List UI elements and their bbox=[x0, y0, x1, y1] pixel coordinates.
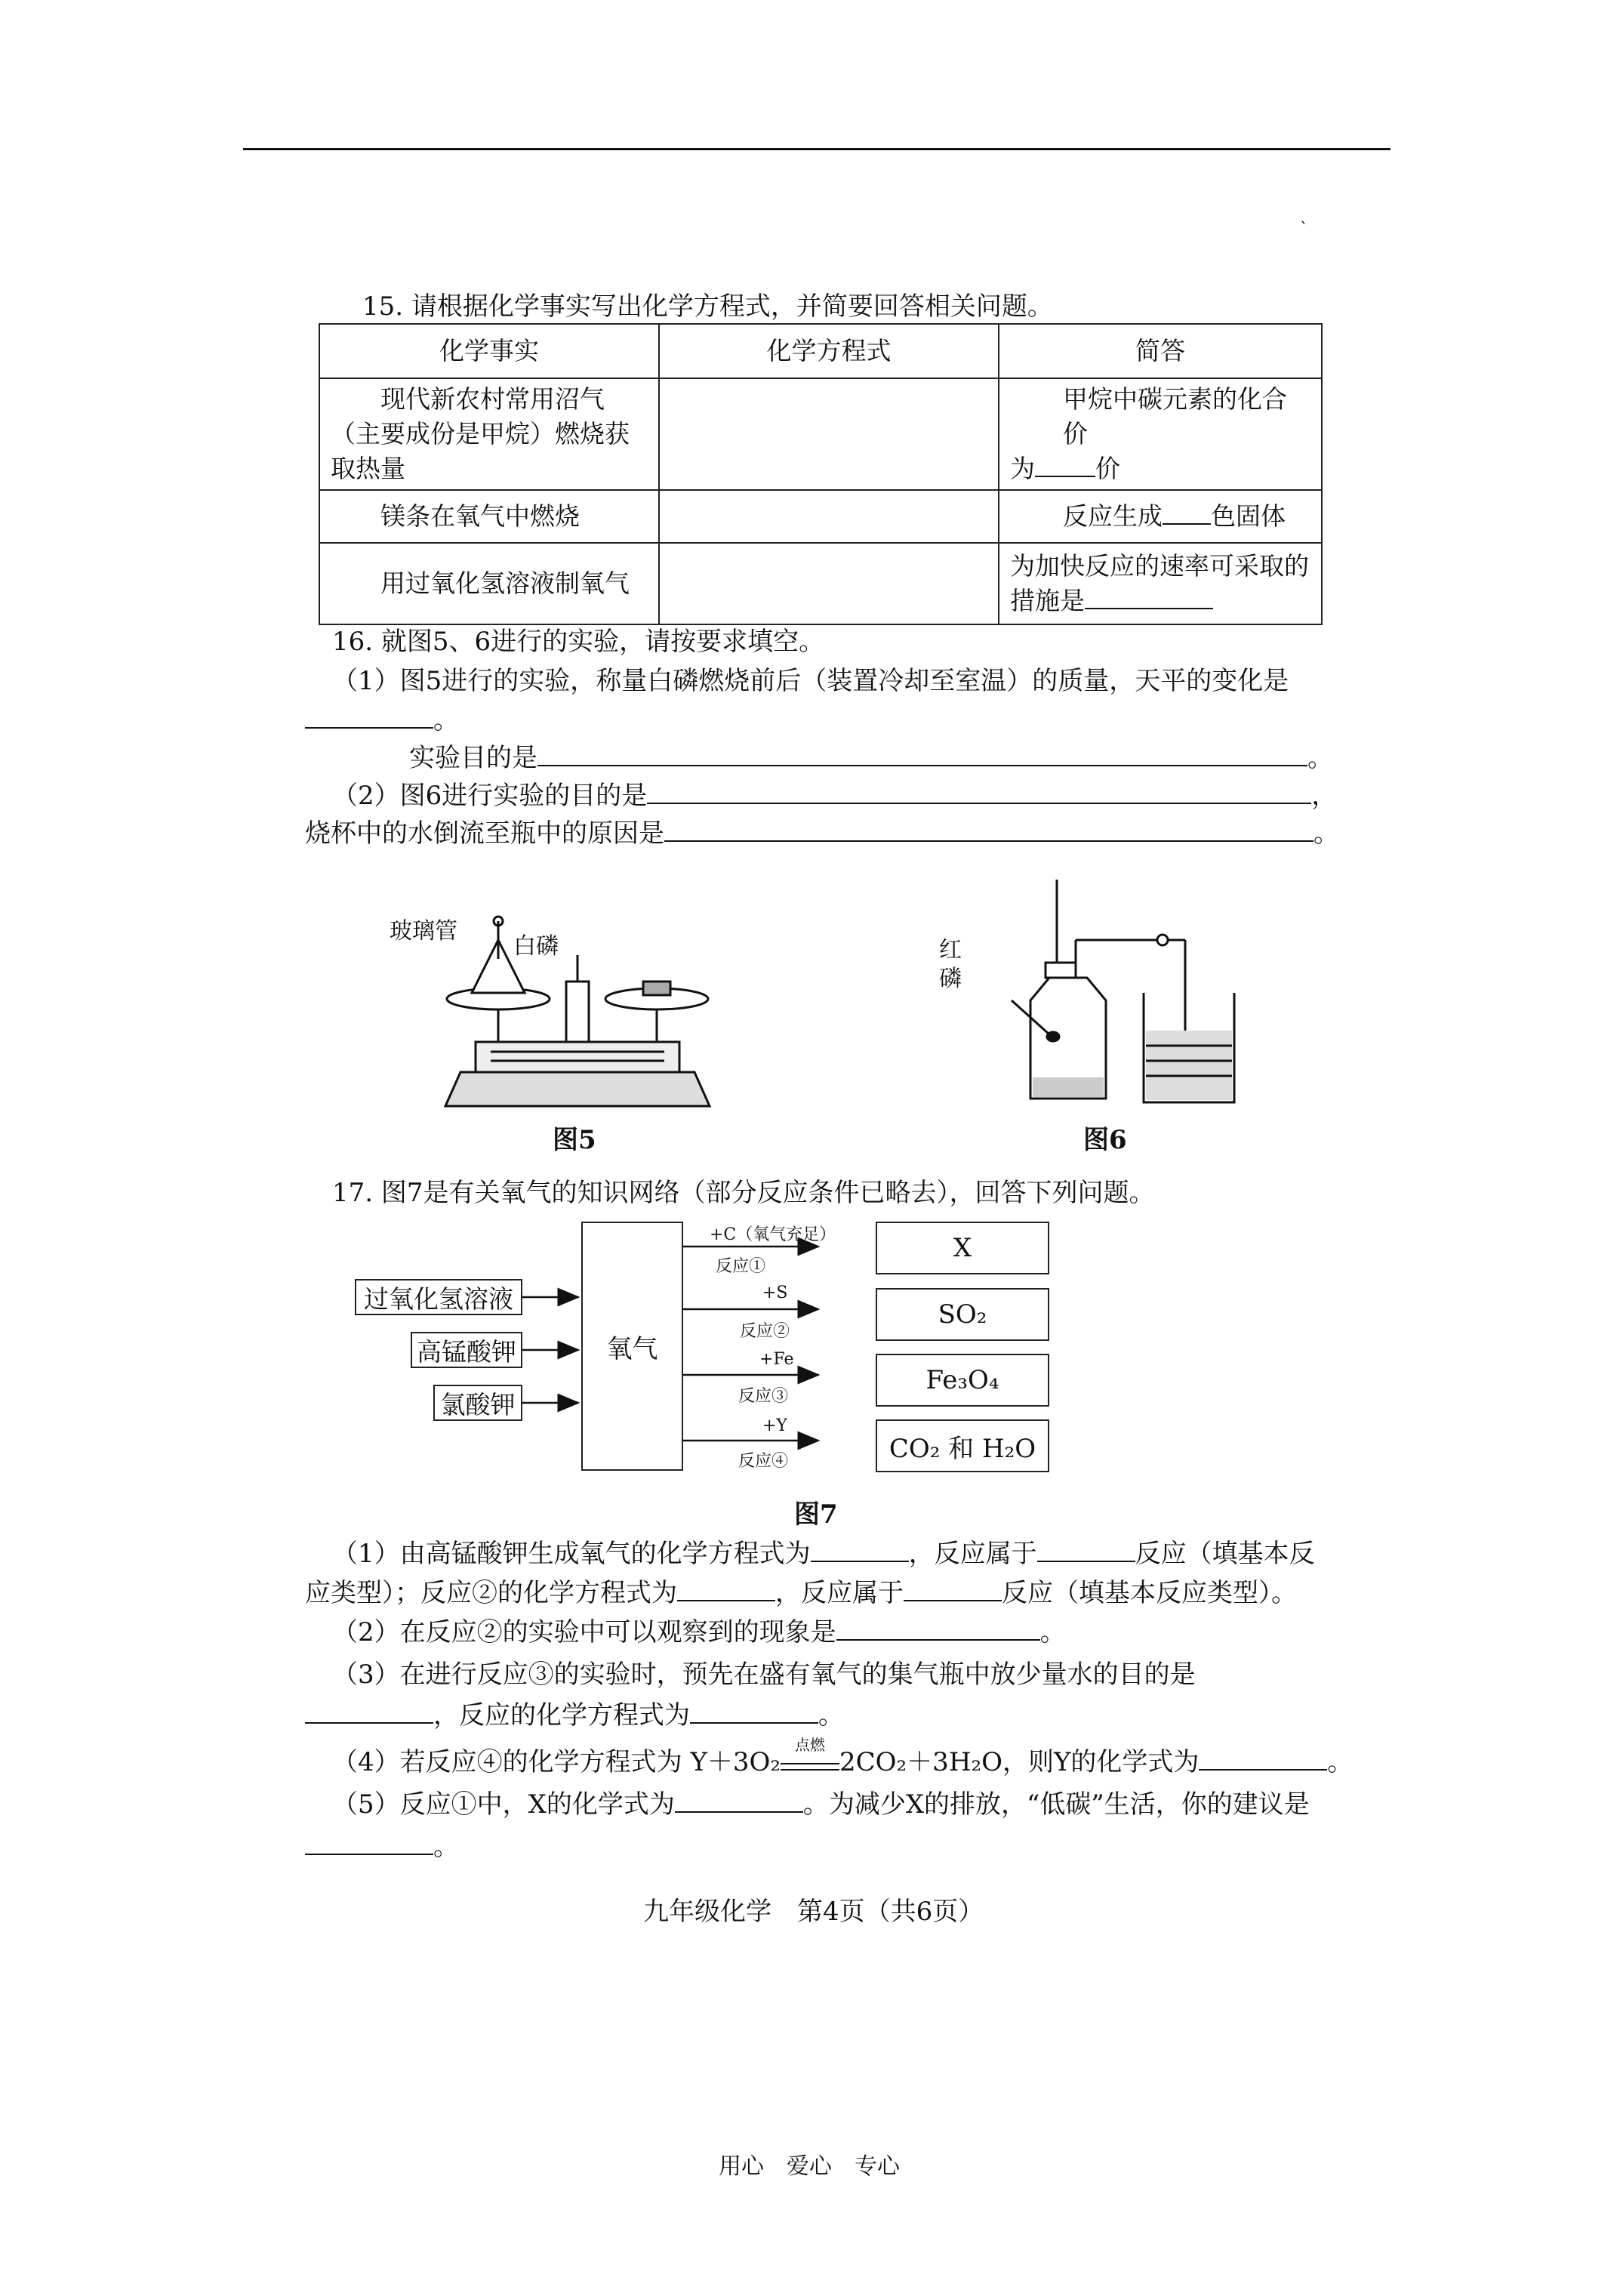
q15-answer-methane bbox=[999, 378, 1322, 490]
q15-fact-peroxide bbox=[319, 543, 659, 624]
q15-row-methane bbox=[319, 378, 1322, 490]
punct: ， bbox=[1311, 781, 1338, 811]
reaction-2-reagent: +S bbox=[762, 1284, 788, 1302]
q15-table bbox=[319, 323, 1323, 625]
source-hydrogen-peroxide: 过氧化氢溶液 bbox=[355, 1279, 522, 1315]
q17-stem: 17. 图7是有关氧气的知识网络（部分反应条件已略去），回答下列问题。 bbox=[332, 1178, 1155, 1208]
reaction-4-reagent: +Y bbox=[762, 1416, 787, 1435]
prompt-text: ，反应属于 bbox=[775, 1578, 904, 1608]
blank-purpose6[interactable] bbox=[647, 780, 1311, 804]
blank-reaction3-equation[interactable] bbox=[690, 1700, 818, 1724]
label-red-phosphorus: 红磷 bbox=[939, 937, 962, 992]
prompt-text: 2CO₂＋3H₂O，则Y的化学式为 bbox=[839, 1747, 1200, 1777]
source-potassium-permanganate: 高锰酸钾 bbox=[411, 1332, 522, 1368]
reaction-2-label: 反应② bbox=[740, 1322, 790, 1341]
answer-text: 为加快反应的速率可采取的 bbox=[1010, 551, 1309, 581]
product-fe3o4: Fe₃O₄ bbox=[876, 1354, 1049, 1407]
figure-7-caption: 图7 bbox=[794, 1499, 838, 1530]
q15-header-fact: 化学事实 bbox=[319, 324, 659, 378]
label-white-phosphorus: 白磷 bbox=[513, 933, 559, 960]
q17-part1-line1 bbox=[332, 1536, 1315, 1572]
q17-part1-line2 bbox=[305, 1575, 1297, 1611]
prompt-text: 实验目的是 bbox=[409, 743, 537, 773]
blank-valence[interactable] bbox=[1035, 453, 1095, 477]
answer-text: 色固体 bbox=[1211, 501, 1286, 531]
answer-text: 价 bbox=[1095, 454, 1120, 483]
q16-stem: 16. 就图5、6进行的实验，请按要求填空。 bbox=[332, 627, 825, 657]
fact-line: 现代新农村常用沼气 bbox=[380, 384, 605, 414]
condition-ignite: 点燃 bbox=[795, 1736, 826, 1754]
q16-part1: （1）图5进行的实验，称量白磷燃烧前后（装置冷却至室温）的质量，天平的变化是 bbox=[332, 666, 1289, 696]
q15-answer-magnesium bbox=[999, 490, 1322, 543]
reaction-4-label: 反应④ bbox=[738, 1452, 789, 1471]
q15-header-row bbox=[319, 324, 1322, 378]
figure-5-caption: 图5 bbox=[553, 1125, 596, 1155]
product-x: X bbox=[876, 1222, 1049, 1274]
answer-text: 措施是 bbox=[1010, 586, 1085, 615]
punct: 。 bbox=[1313, 818, 1339, 849]
reaction-3-label: 反应③ bbox=[738, 1387, 789, 1406]
q15-header-equation: 化学方程式 bbox=[659, 324, 999, 378]
prompt-text: 烧杯中的水倒流至瓶中的原因是 bbox=[305, 818, 664, 849]
q15-fact-methane bbox=[319, 378, 659, 490]
q15-stem: 15. 请根据化学事实写出化学方程式，并简要回答相关问题。 bbox=[362, 291, 1053, 322]
q17-part5 bbox=[332, 1786, 1310, 1823]
punct: 。 bbox=[1039, 1617, 1066, 1647]
q15-row-magnesium bbox=[319, 490, 1322, 543]
fact-line: 用过氧化氢溶液制氧气 bbox=[380, 569, 630, 598]
reaction-1-reagent: +C（氧气充足） bbox=[710, 1225, 836, 1244]
q17-part3-line1: （3）在进行反应③的实验时，预先在盛有氧气的集气瓶中放少量水的目的是 bbox=[332, 1660, 1196, 1690]
balance-illustration bbox=[423, 910, 732, 1114]
prompt-text: （1）由高锰酸钾生成氧气的化学方程式为 bbox=[332, 1539, 811, 1569]
blank-reaction-type-2[interactable] bbox=[904, 1577, 1002, 1601]
stray-mark: ` bbox=[1300, 220, 1308, 239]
prompt-text: （5）反应①中，X的化学式为 bbox=[332, 1789, 675, 1820]
blank-color[interactable] bbox=[1163, 501, 1211, 525]
prompt-text: 应类型）；反应②的化学方程式为 bbox=[305, 1578, 677, 1608]
q16-part1-line2 bbox=[305, 702, 459, 738]
blank-y-formula[interactable] bbox=[1199, 1746, 1327, 1771]
product-so2: SO₂ bbox=[876, 1288, 1049, 1341]
prompt-text: ，反应属于 bbox=[908, 1539, 1037, 1569]
q15-answer-peroxide bbox=[999, 543, 1322, 624]
figure-6-caption: 图6 bbox=[1083, 1125, 1127, 1155]
blank-measure[interactable] bbox=[1085, 585, 1213, 609]
page-footer: 九年级化学 第4页（共6页） bbox=[643, 1897, 984, 1927]
punct: 。 bbox=[1327, 1747, 1354, 1777]
label-glass-tube: 玻璃管 bbox=[390, 918, 457, 945]
figure-5-balance bbox=[423, 910, 732, 1114]
answer-text: 甲烷中碳元素的化合价 bbox=[1063, 384, 1287, 448]
prompt-text: （2）图6进行实验的目的是 bbox=[332, 781, 648, 811]
blank-water-purpose[interactable] bbox=[305, 1700, 433, 1724]
top-rule bbox=[243, 148, 1390, 150]
reaction-3-reagent: +Fe bbox=[759, 1350, 794, 1369]
blank-phenomenon[interactable] bbox=[836, 1616, 1040, 1641]
blank-kmno4-equation[interactable] bbox=[811, 1538, 909, 1562]
oxygen-center-box: 氧气 bbox=[581, 1222, 683, 1471]
q17-part3-line2 bbox=[305, 1697, 844, 1734]
figure-7-diagram bbox=[355, 1222, 1064, 1478]
blank-x-formula[interactable] bbox=[675, 1789, 803, 1813]
punct: 。 bbox=[433, 1832, 459, 1862]
figure-6-apparatus bbox=[936, 880, 1261, 1114]
punct: 。 bbox=[818, 1700, 844, 1730]
prompt-text: ，反应的化学方程式为 bbox=[433, 1700, 690, 1730]
punct: 。 bbox=[433, 705, 459, 735]
q16-part2-line2 bbox=[305, 815, 1339, 852]
q15-fact-magnesium bbox=[319, 490, 659, 543]
punct: 。 bbox=[1307, 743, 1333, 773]
reaction-1-label: 反应① bbox=[716, 1257, 766, 1276]
answer-text: 为 bbox=[1010, 454, 1035, 483]
answer-text: 反应生成 bbox=[1063, 501, 1163, 531]
prompt-text: 。为减少X的排放，“低碳”生活，你的建议是 bbox=[802, 1789, 1310, 1820]
prompt-text: （2）在反应②的实验中可以观察到的现象是 bbox=[332, 1617, 836, 1647]
q15-equation-peroxide-cell[interactable] bbox=[659, 543, 999, 624]
q15-equation-methane-cell[interactable] bbox=[659, 378, 999, 490]
prompt-text: 反应（填基本反应类型）。 bbox=[1002, 1578, 1297, 1608]
page-motto: 用心 爱心 专心 bbox=[719, 2153, 900, 2180]
fact-line: 镁条在氧气中燃烧 bbox=[380, 501, 580, 531]
blank-reaction-type-1[interactable] bbox=[1037, 1538, 1135, 1562]
equal-bar bbox=[781, 1763, 839, 1771]
fact-line: （主要成份是甲烷）燃烧获 bbox=[331, 419, 630, 448]
q15-equation-magnesium-cell[interactable] bbox=[659, 490, 999, 543]
blank-balance-change[interactable] bbox=[305, 704, 433, 729]
fact-line: 取热量 bbox=[331, 454, 405, 483]
flask-beaker-illustration bbox=[936, 880, 1261, 1114]
blank-low-carbon-suggestion[interactable] bbox=[305, 1831, 433, 1855]
q16-part1-purpose bbox=[409, 740, 1333, 776]
prompt-text: （4）若反应④的化学方程式为 Y＋3O₂ bbox=[332, 1747, 781, 1777]
q15-row-peroxide bbox=[319, 543, 1322, 624]
prompt-text: 反应（填基本反 bbox=[1135, 1539, 1315, 1569]
q16-part2 bbox=[332, 778, 1337, 814]
q17-part2 bbox=[332, 1614, 1066, 1650]
source-potassium-chlorate: 氯酸钾 bbox=[433, 1385, 522, 1421]
equation-sign bbox=[781, 1736, 839, 1771]
blank-reason[interactable] bbox=[664, 818, 1313, 842]
blank-purpose5[interactable] bbox=[537, 742, 1307, 766]
q17-part4 bbox=[332, 1736, 1354, 1780]
blank-reaction2-equation[interactable] bbox=[677, 1577, 775, 1601]
q15-header-answer: 简答 bbox=[999, 324, 1322, 378]
product-co2-h2o: CO₂ 和 H₂O bbox=[876, 1419, 1049, 1472]
q17-part5-line2 bbox=[305, 1829, 459, 1865]
